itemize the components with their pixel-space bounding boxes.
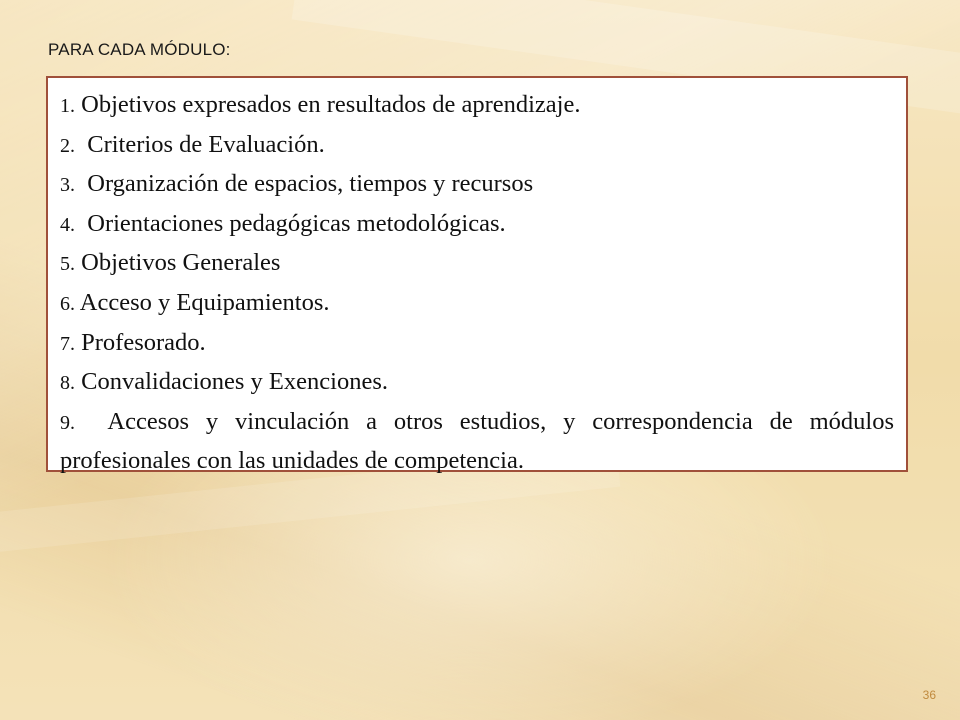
list-item	[60, 205, 894, 245]
list-item-text: Objetivos Generales	[75, 249, 281, 277]
list-item	[60, 126, 894, 166]
list-item	[60, 284, 894, 324]
list-item	[60, 165, 894, 205]
page-number: 36	[922, 688, 936, 702]
list-item-number: 2.	[60, 134, 75, 157]
list-item-number: 7.	[60, 332, 75, 355]
list-item	[60, 244, 894, 284]
list-item-number: 8.	[60, 372, 75, 395]
list-item-text: Criterios de Evaluación.	[75, 130, 325, 158]
list-item-text: Profesorado.	[75, 328, 206, 356]
list-item-text: Orientaciones pedagógicas metodológicas.	[75, 209, 506, 237]
list-item-number: 6.	[60, 292, 75, 315]
list-item-text: Organización de espacios, tiempos y recursos	[75, 170, 534, 198]
list-item-number: 1.	[60, 95, 75, 117]
list-item-number: 5.	[60, 253, 75, 276]
list-item-number: 3.	[60, 174, 75, 197]
list-item	[60, 86, 894, 126]
list-item-number: 4.	[60, 213, 75, 236]
list-item	[60, 403, 901, 480]
list-item-text: Acceso y Equipamientos.	[75, 288, 330, 316]
list-item-text: Objetivos expresados en resultados de aprendizaje.	[75, 91, 581, 118]
list-item-text: Convalidaciones y Exenciones.	[75, 368, 388, 396]
list-item	[60, 363, 894, 403]
content-box	[46, 76, 908, 475]
section-heading: PARA CADA MÓDULO:	[48, 40, 231, 59]
list-item-number: 9.	[60, 411, 75, 434]
list-item-text: Accesos y vinculación a otros estudios, y correspondencia de módulos profesionales con las unidades de competencia.	[60, 407, 901, 475]
list-item	[60, 324, 894, 364]
